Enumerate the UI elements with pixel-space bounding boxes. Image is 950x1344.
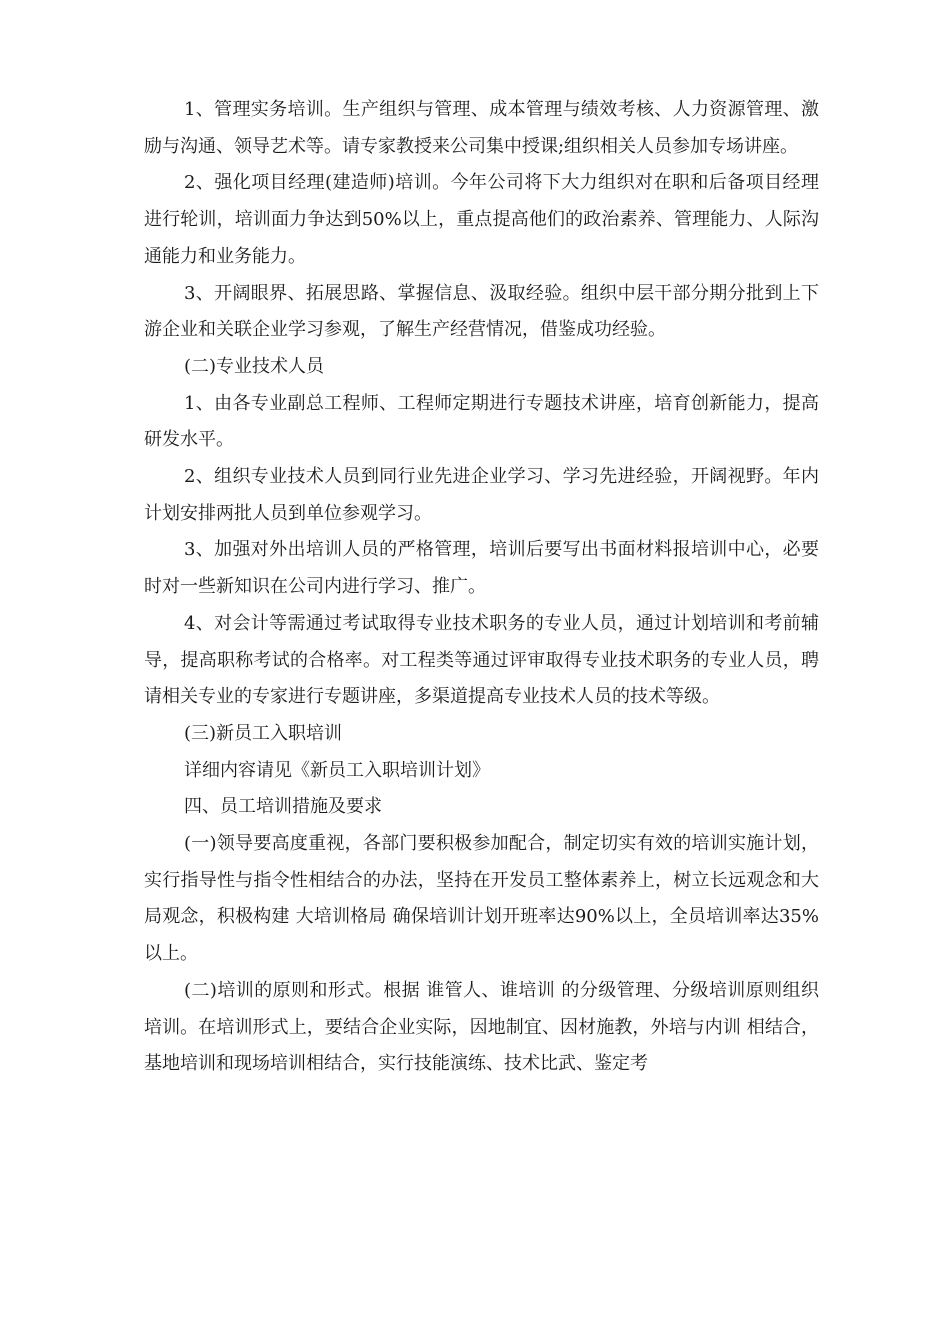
paragraph-technical-lectures: 1、由各专业副总工程师、工程师定期进行专题技术讲座，培育创新能力，提高研发水平。 (144, 392, 819, 451)
paragraph-leadership-attention: (一)领导要高度重视，各部门要积极参加配合，制定切实有效的培训实施计划，实行指导性与指令性相结合的办法，坚持在开发员工整体素养上，树立长远观念和大局观念，积极构建 大培训格局 确保培训计划开班率达90%以上，全员培训率达35%以上。 (144, 833, 819, 965)
paragraph-external-training-management: 3、加强对外出培训人员的严格管理，培训后要写出书面材料报培训中心，必要时对一些新知识在公司内进行学习、推广。 (144, 539, 819, 598)
paragraph-training-principles: (二)培训的原则和形式。根据 谁管人、谁培训 的分级管理、分级培训原则组织培训。在培训形式上，要结合企业实际，因地制宜、因材施教，外培与内训 相结合，基地培训和现场培训相结合，实行技能演练、技术比武、鉴定考 (144, 979, 819, 1075)
paragraph-professional-certification: 4、对会计等需通过考试取得专业技术职务的专业人员，通过计划培训和考前辅导，提高职称考试的合格率。对工程类等通过评审取得专业技术职务的专业人员，聘请相关专业的专家进行专题讲座，多渠道提高专业技术人员的技术等级。 (144, 612, 819, 708)
paragraph-new-employee-reference: 详细内容请见《新员工入职培训计划》 (184, 759, 490, 781)
paragraph-broaden-horizons: 3、开阔眼界、拓展思路、掌握信息、汲取经验。组织中层干部分期分批到上下游企业和关联企业学习参观，了解生产经营情况，借鉴成功经验。 (144, 282, 819, 341)
section-heading-technical-staff: (二)专业技术人员 (184, 355, 325, 377)
section-heading-new-employee: (三)新员工入职培训 (184, 722, 343, 744)
section-heading-measures: 四、员工培训措施及要求 (184, 796, 382, 818)
paragraph-project-manager-training: 2、强化项目经理(建造师)培训。今年公司将下大力组织对在职和后备项目经理进行轮训，培训面力争达到50%以上，重点提高他们的政治素养、管理能力、人际沟通能力和业务能力。 (144, 172, 819, 267)
document-body (144, 92, 819, 1083)
paragraph-management-training: 1、管理实务培训。生产组织与管理、成本管理与绩效考核、人力资源管理、激励与沟通、领导艺术等。请专家教授来公司集中授课;组织相关人员参加专场讲座。 (144, 99, 819, 157)
paragraph-industry-visits: 2、组织专业技术人员到同行业先进企业学习、学习先进经验，开阔视野。年内计划安排两批人员到单位参观学习。 (144, 466, 819, 524)
